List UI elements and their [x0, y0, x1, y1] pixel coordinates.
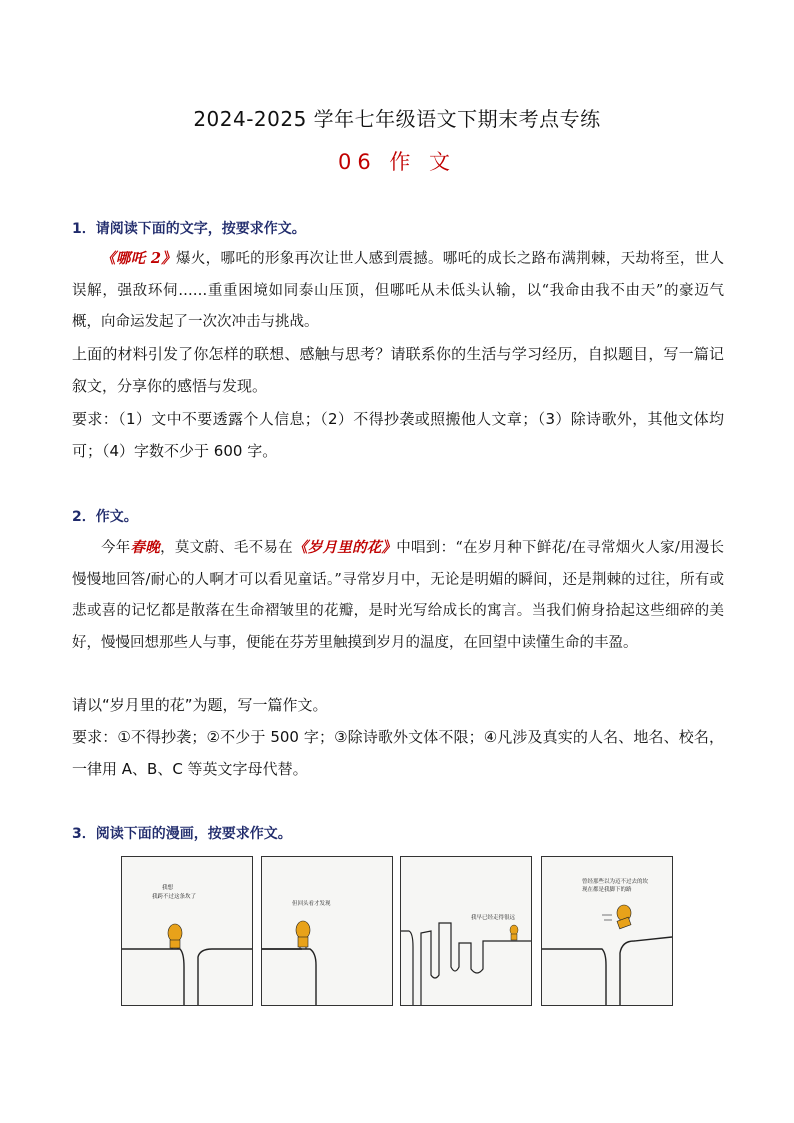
q2-material — [72, 532, 724, 659]
document-title: 2024-2025 学年七年级语文下期末考点专练 — [193, 107, 601, 131]
comic-panel-3-text-1: 我早已经走得很远 — [471, 915, 516, 921]
comic-panel-2 — [261, 856, 393, 1006]
comic-panel-1-drawing — [122, 857, 252, 1005]
document-subtitle: 06 作 文 — [337, 150, 457, 174]
q1-material-text: 爆火，哪吒的形象再次让世人感到震撼。哪吒的成长之路布满荆棘，天劫将至，世人误解，强敌环伺……重重困境如同泰山压顶，但哪吒从未低头认输，以“我命由我不由天”的豪迈气概，向命运发起了一次次冲击与挑战。 — [72, 251, 724, 330]
q3-heading: 3．阅读下面的漫画，按要求作文。 — [72, 826, 292, 842]
comic-panel-1-text-1: 我想 — [162, 885, 174, 891]
q1-material — [72, 243, 724, 339]
q2-heading: 2．作文。 — [72, 509, 138, 525]
q2-prompt: 请以“岁月里的花”为题，写一篇作文。 — [72, 696, 328, 714]
comic-panel-2-text-1: 但回头看才发现 — [292, 901, 331, 907]
character-icon — [602, 905, 631, 929]
comic-panel-4-drawing — [542, 857, 672, 1005]
comic-panel-3 — [400, 856, 532, 1006]
q1-prompt: 上面的材料引发了你怎样的联想、感触与思考？请联系你的生活与学习经历，自拟题目，写一篇记叙文，分享你的感悟与发现。 — [72, 345, 724, 395]
character-icon — [296, 921, 310, 949]
character-icon — [510, 925, 518, 940]
q1-heading: 1．请阅读下面的文字，按要求作文。 — [72, 221, 306, 237]
comic-panel-4 — [541, 856, 673, 1006]
q2-material-c: 中唱到：“在岁月种下鲜花/在寻常烟火人家/用漫长慢慢地回答/耐心的人啊才可以看见童话。”寻常岁月中，无论是明媚的瞬间，还是荆棘的过往，所有或悲或喜的记忆都是散落在生命褶皱里的花瓣，是时光写给成长的寓言。当我们俯身拾起这些细碎的美好，慢慢回想那些人与事，便能在芬芳里触摸到岁月的温度，在回望中读懂生命的丰盈。 — [72, 540, 725, 651]
q2-material-highlight-2: 《岁月里的花》 — [292, 539, 397, 556]
q1-material-highlight: 《哪吒 2》 — [101, 250, 177, 267]
comic-panel-4-text-1: 曾经那些以为迈不过去的坎 — [582, 879, 649, 885]
q1-requirements: 要求：（1）文中不要透露个人信息；（2）不得抄袭或照搬他人文章；（3）除诗歌外，其他文体均可；（4）字数不少于 600 字。 — [72, 410, 724, 460]
q2-material-b: ，莫文蔚、毛不易在 — [160, 540, 293, 556]
comic-panel-4-text-2: 现在都是我脚下的路 — [582, 887, 632, 893]
q2-material-highlight-1: 春晚 — [130, 539, 161, 556]
comic-panel-1 — [121, 856, 253, 1006]
character-icon — [168, 924, 182, 949]
q2-material-a: 今年 — [101, 540, 131, 556]
comic-panel-3-drawing — [401, 857, 531, 1005]
q2-requirements: 要求：①不得抄袭；②不少于 500 字；③除诗歌外文体不限；④凡涉及真实的人名、地名、校名，一律用 A、B、C 等英文字母代替。 — [72, 728, 724, 778]
comic-panel-2-drawing — [262, 857, 392, 1005]
comic-panel-1-text-2: 我跨不过这条坎了 — [152, 894, 197, 900]
comic-strip — [121, 856, 674, 1008]
